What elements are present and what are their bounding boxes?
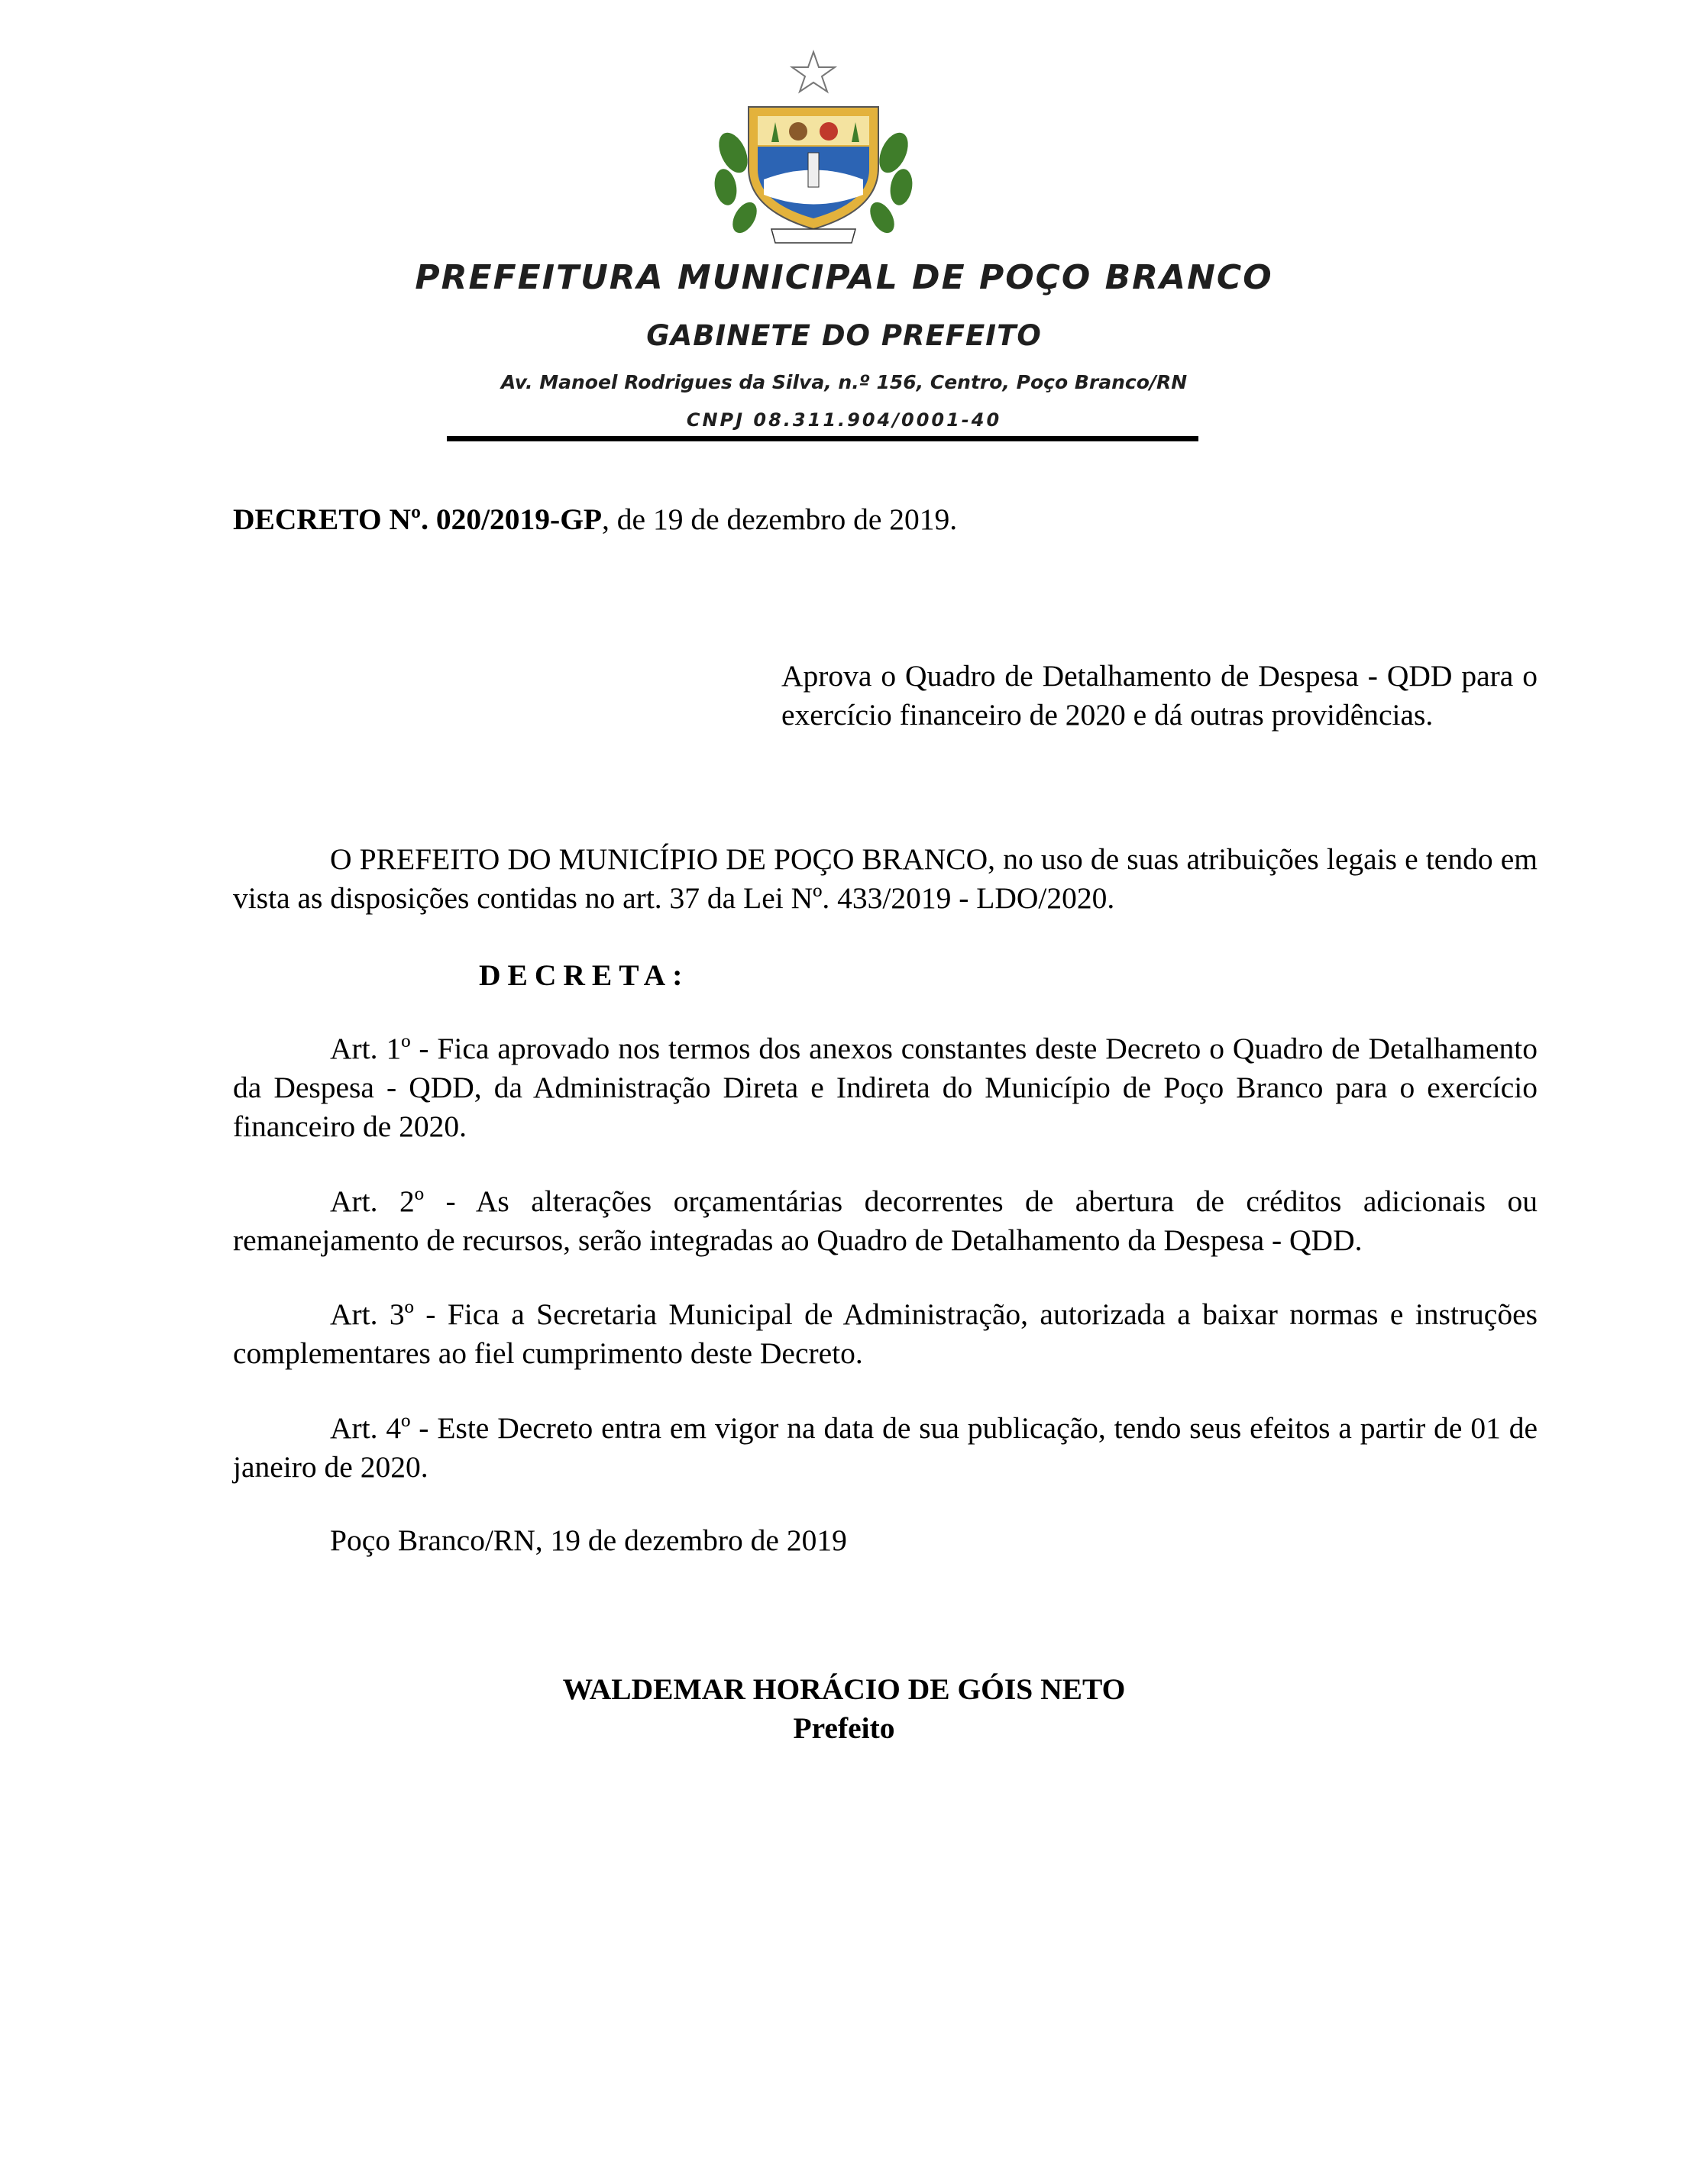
cnpj: CNPJ 08.311.904/0001-40 — [686, 409, 1002, 431]
article-4: Art. 4º - Este Decreto entra em vigor na data de sua publicação, tendo seus efeitos a partir de 01 de janeiro de 2020. — [233, 1411, 1538, 1484]
decree-date: , de 19 de dezembro de 2019. — [602, 502, 958, 536]
office-name: GABINETE DO PREFEITO — [646, 319, 1042, 352]
ementa: Aprova o Quadro de Detalhamento de Despesa - QDD para o exercício financeiro de 2020 e dá outras providências. — [781, 659, 1538, 732]
signer-name: WALDEMAR HORÁCIO DE GÓIS NETO — [562, 1672, 1126, 1706]
address: Av. Manoel Rodrigues da Silva, n.º 156, Centro, Poço Branco/RN — [500, 371, 1188, 393]
preamble: O PREFEITO DO MUNICÍPIO DE POÇO BRANCO, no uso de suas atribuições legais e tendo em vista as disposições contidas no art. 37 da Lei Nº. 433/2019 - LDO/2020. — [233, 842, 1538, 915]
decree-heading — [233, 500, 957, 539]
article-2: Art. 2º - As alterações orçamentárias decorrentes de abertura de créditos adicionais ou remanejamento de recursos, serão integradas ao Quadro de Detalhamento da Despesa - QDD. — [233, 1184, 1538, 1257]
signer-role: Prefeito — [793, 1711, 895, 1745]
organization-name: PREFEITURA MUNICIPAL DE POÇO BRANCO — [415, 258, 1273, 297]
decree-number: DECRETO Nº. 020/2019-GP — [233, 502, 603, 536]
decreta-heading: DECRETA: — [479, 958, 690, 992]
coat-of-arms-icon — [703, 46, 924, 252]
star-icon — [792, 52, 835, 92]
article-3: Art. 3º - Fica a Secretaria Municipal de Administração, autorizada a baixar normas e instruções complementares ao fiel cumprimento deste Decreto. — [233, 1297, 1538, 1370]
place-date: Poço Branco/RN, 19 de dezembro de 2019 — [330, 1523, 847, 1557]
header-divider — [447, 436, 1198, 441]
article-1: Art. 1º - Fica aprovado nos termos dos anexos constantes deste Decreto o Quadro de Detalhamento da Despesa - QDD, da Administração Direta e Indireta do Município de Poço Branco para o exercício financeiro de 2020. — [233, 1032, 1538, 1143]
